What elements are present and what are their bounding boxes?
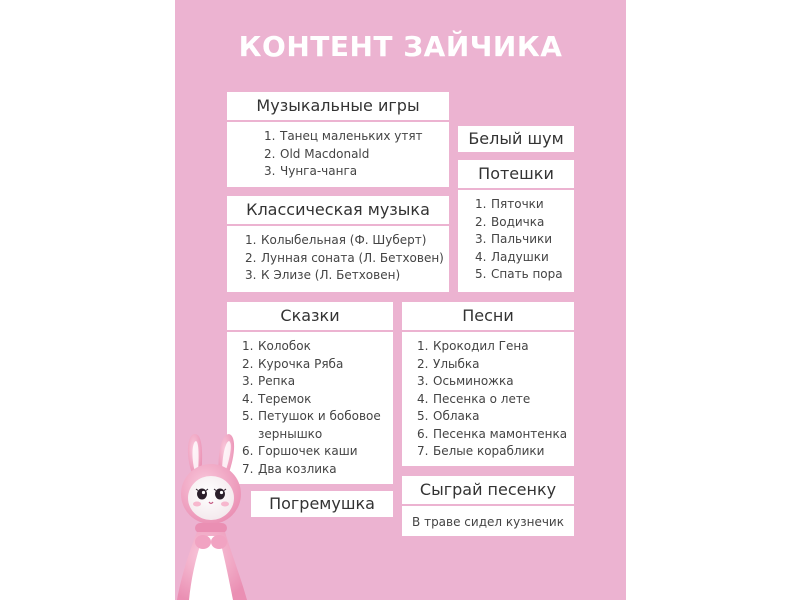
poster [175,0,626,600]
bunny-collar [195,523,227,533]
list-item: 3. Чунга-чанга [264,164,358,178]
bunny-toy-illustration [175,428,255,600]
card-text: В траве сидел кузнечик [412,515,564,529]
card-music-games [227,92,449,187]
list-item: 2. Улыбка [417,356,480,371]
list-item: 5. Петушок и бобовое зернышко [242,409,381,441]
card-title: Песни [402,302,574,332]
card-white-noise [458,126,574,152]
page-title: КОНТЕНТ ЗАЙЧИКА [238,30,563,63]
list-item: 7. Белые кораблики [417,444,545,458]
bunny-paw-left [195,535,211,549]
item-list [227,226,449,285]
bunny-face [188,476,234,520]
list-item: 2. Old Macdonald [264,146,370,161]
list-item: 3. К Элизе (Л. Бетховен) [245,268,401,282]
bunny-paw-right [211,535,227,549]
list-item: 1. Пяточки [475,197,544,211]
card-title: Музыкальные игры [227,92,449,122]
list-item: 1. Крокодил Гена [417,339,529,353]
list-item: 4. Ладушки [475,249,549,264]
card-songs [402,302,574,466]
list-item: 4. Песенка о лете [417,391,531,406]
card-title: Сыграй песенку [402,476,574,506]
card-rattle [251,491,393,517]
list-item: 6. Горшочек каши [242,444,358,458]
list-item: 2. Лунная соната (Л. Бетховен) [245,250,444,265]
list-item: 5. Облака [417,409,480,423]
item-list [458,190,574,284]
card-title: Погремушка [269,494,375,513]
list-item: 2. Курочка Ряба [242,356,344,371]
list-item: 1. Танец маленьких утят [264,129,423,143]
list-item: 2. Водичка [475,214,545,229]
list-item: 1. Колыбельная (Ф. Шуберт) [245,233,427,247]
card-nursery-rhymes [458,160,574,292]
card-title: Потешки [458,160,574,190]
list-item: 5. Спать пора [475,267,563,281]
item-list [402,332,574,461]
list-item: 3. Пальчики [475,232,553,246]
card-play-song [402,476,574,536]
list-item: 4. Теремок [242,391,312,406]
item-list [227,122,449,181]
list-item: 3. Осьминожка [417,374,514,388]
card-title: Сказки [227,302,393,332]
card-title: Классическая музыка [227,196,449,226]
card-title: Белый шум [468,129,564,148]
list-item: 3. Репка [242,374,296,388]
list-item: 7. Два козлика [242,461,337,476]
list-item: 1. Колобок [242,339,311,353]
list-item: 6. Песенка мамонтенка [417,426,568,441]
card-classical-music [227,196,449,292]
